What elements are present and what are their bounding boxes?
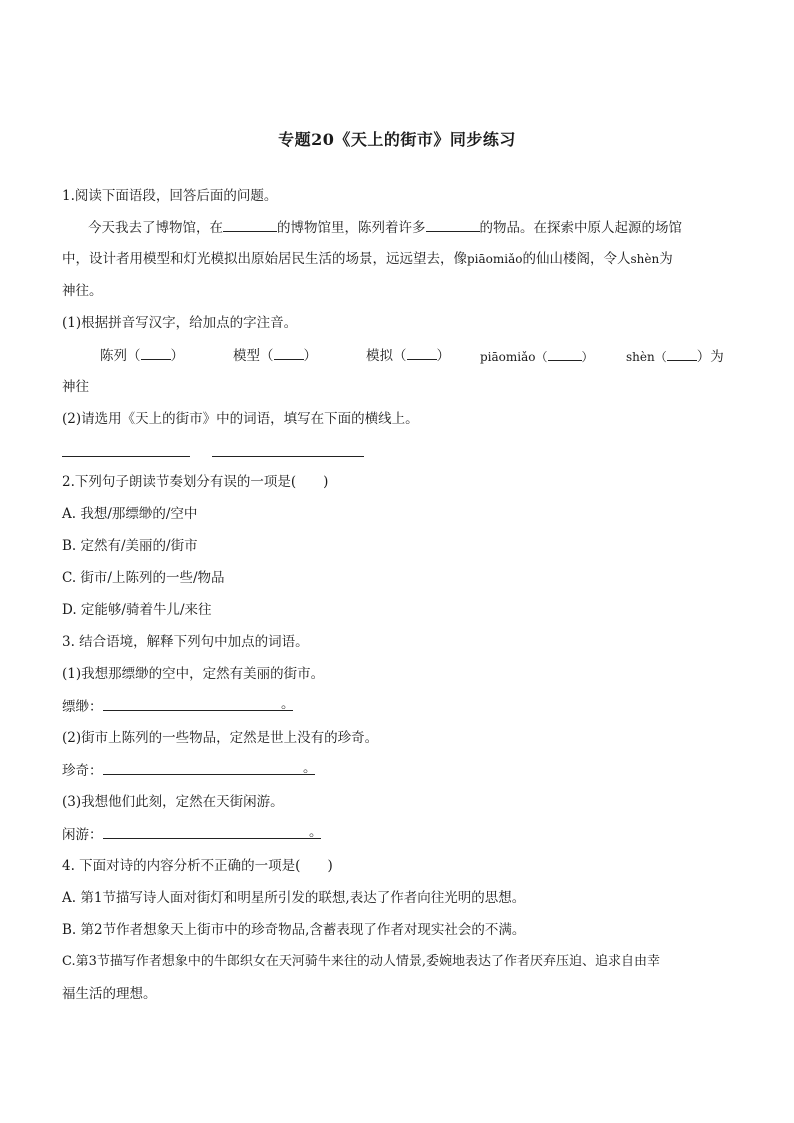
answer-blank[interactable]: 。: [103, 824, 321, 839]
q1-sub1: (1)根据拼音写汉字，给加点的字注音。: [62, 315, 298, 331]
q1-paragraph-line2: [62, 249, 742, 269]
answer-line[interactable]: [212, 456, 364, 457]
q2-option-b: B. 定然有/美丽的/街市: [62, 538, 198, 554]
text: 的物品。在探索中原人起源的场馆: [479, 220, 682, 236]
label: 缥缈：: [62, 699, 103, 715]
fill-blank[interactable]: [667, 346, 697, 361]
fill-blank[interactable]: [274, 345, 304, 360]
q4-option-c-wrap: 福生活的理想。: [62, 986, 157, 1002]
label: 闲游：: [62, 827, 103, 843]
item-piaomiao: piāomiǎo（ ）: [480, 346, 594, 367]
label: 珍奇：: [62, 763, 103, 779]
q3-sub3: (3)我想他们此刻，定然在天街闲游。: [62, 794, 284, 810]
q3-answer1: [62, 696, 742, 717]
item-moni: 模拟（ ）: [366, 345, 450, 366]
q4-option-a: A. 第1节描写诗人面对街灯和明星所引发的联想,表达了作者向往光明的思想。: [62, 890, 526, 906]
q1-paragraph-line3: 神往。: [62, 283, 103, 299]
text: 为: [659, 251, 673, 267]
q3-heading: 3. 结合语境，解释下列句中加点的词语。: [62, 634, 309, 650]
fill-blank[interactable]: [223, 217, 277, 232]
fill-blank[interactable]: [426, 217, 480, 232]
item-shen: shèn（ ）为: [626, 346, 724, 367]
q3-sub1: (1)我想那缥缈的空中，定然有美丽的街市。: [62, 666, 325, 682]
item-chenlie: 陈列（ ）: [100, 345, 184, 366]
q1-items-wrap: 神往: [62, 379, 89, 395]
fill-blank[interactable]: [548, 346, 582, 361]
q1-sub2: (2)请选用《天上的街市》中的词语，填写在下面的横线上。: [62, 411, 419, 427]
text: 今天我去了博物馆，在: [88, 220, 223, 236]
pinyin: piāomiǎo: [467, 252, 523, 266]
q4-heading: 4. 下面对诗的内容分析不正确的一项是( ): [62, 858, 333, 874]
q1-heading: 1.阅读下面语段，回答后面的问题。: [62, 188, 278, 204]
answer-blank[interactable]: 。: [103, 760, 315, 775]
answer-blank[interactable]: 。: [103, 696, 293, 711]
q3-answer3: [62, 824, 742, 845]
text: 的仙山楼阁，令人: [522, 251, 631, 267]
q4-option-c: C.第3节描写作者想象中的牛郎织女在天河骑牛来往的动人情景,委婉地表达了作者厌弃压迫、追求自由幸: [62, 954, 661, 969]
page-title: 专题20《天上的街市》同步练习: [278, 130, 516, 149]
pinyin: shèn: [630, 252, 660, 266]
fill-blank[interactable]: [407, 345, 437, 360]
q4-option-b: B. 第2节作者想象天上街市中的珍奇物品,含蓄表现了作者对现实社会的不满。: [62, 922, 526, 938]
q2-option-c: C. 街市/上陈列的一些/物品: [62, 570, 225, 586]
q2-option-a: A. 我想/那缥缈的/空中: [62, 506, 198, 522]
text: 中，设计者用模型和灯光模拟出原始居民生活的场景，远远望去，像: [62, 251, 467, 267]
fill-blank[interactable]: [141, 345, 171, 360]
text: 的博物馆里，陈列着许多: [277, 220, 426, 236]
q2-option-d: D. 定能够/骑着牛儿/来往: [62, 602, 212, 618]
q3-answer2: [62, 760, 742, 781]
item-moxing: 模型（ ）: [233, 345, 317, 366]
answer-line[interactable]: [62, 456, 190, 457]
q2-heading: 2.下列句子朗读节奏划分有误的一项是( ): [62, 474, 329, 490]
q3-sub2: (2)街市上陈列的一些物品，定然是世上没有的珍奇。: [62, 730, 379, 746]
q1-paragraph-line1: [88, 217, 768, 238]
